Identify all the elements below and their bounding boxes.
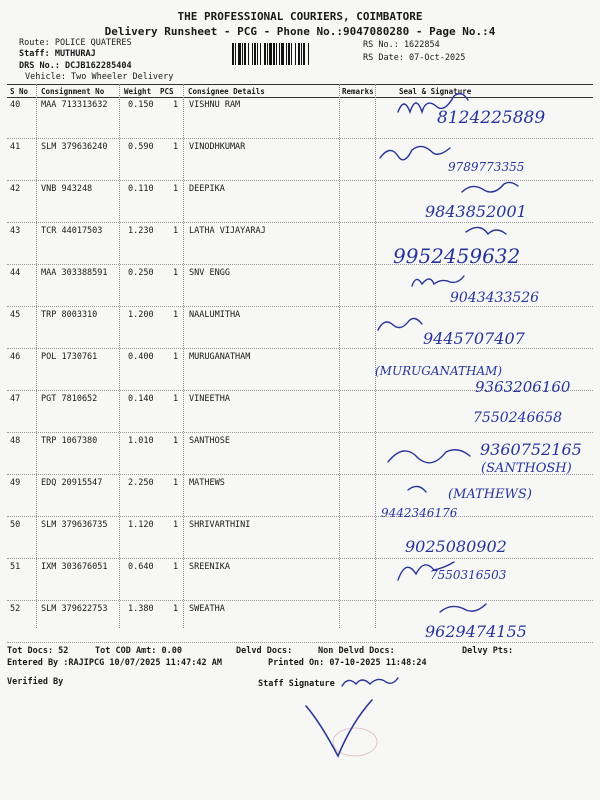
row-sno: 49 <box>10 478 21 488</box>
row-pcs: 1 <box>173 268 179 278</box>
table-row <box>7 432 593 475</box>
row-weight: 0.400 <box>128 352 154 362</box>
table-row <box>7 180 593 223</box>
handwritten-phone: 9952459632 <box>393 244 521 268</box>
table-row <box>7 96 593 139</box>
table-row <box>7 558 593 601</box>
row-pcs: 1 <box>173 142 179 152</box>
runsheet-table <box>7 84 593 628</box>
row-sno: 46 <box>10 352 21 362</box>
staff-signature-scribble <box>342 678 398 686</box>
row-pcs: 1 <box>173 352 179 362</box>
row-sno: 43 <box>10 226 21 236</box>
row-pcs: 1 <box>173 520 179 530</box>
handwritten-phone: 9843852001 <box>425 202 527 221</box>
barcode-bar <box>248 43 249 65</box>
row-pcs: 1 <box>173 604 179 614</box>
handwritten-name: (MURUGANATHAM) <box>375 364 503 378</box>
row-weight: 0.250 <box>128 268 154 278</box>
handwritten-phone: 8124225889 <box>437 108 546 128</box>
header-pcs: PCS <box>160 87 174 96</box>
drs-number: DRS No.: DCJB162285404 <box>19 61 132 71</box>
row-sno: 52 <box>10 604 21 614</box>
row-consignee: LATHA VIJAYARAJ <box>189 226 266 236</box>
header-remarks: Remarks <box>342 87 374 96</box>
handwritten-phone: 9442346176 <box>381 506 458 520</box>
route-label: Route: POLICE QUATERES <box>19 38 132 48</box>
total-cod-amount: Tot COD Amt: 0.00 <box>95 646 182 656</box>
row-pcs: 1 <box>173 394 179 404</box>
barcode <box>231 43 359 65</box>
row-consignment: TCR 44017503 <box>41 226 103 236</box>
rs-number: RS No.: 1622854 <box>363 40 440 50</box>
row-weight: 0.640 <box>128 562 154 572</box>
row-consignee: SANTHOSE <box>189 436 230 446</box>
runsheet-subtitle: Delivery Runsheet - PCG - Phone No.:9047080280 - Page No.:4 <box>104 25 496 38</box>
row-consignment: TRP 8003310 <box>41 310 98 320</box>
row-weight: 1.230 <box>128 226 154 236</box>
row-consignment: PGT 7810652 <box>41 394 98 404</box>
barcode-bar <box>252 43 253 65</box>
barcode-bar <box>264 43 266 65</box>
table-row <box>7 138 593 181</box>
row-consignee: VINEETHA <box>189 394 230 404</box>
handwritten-name: (SANTHOSH) <box>481 461 572 476</box>
row-consignment: EDQ 20915547 <box>41 478 103 488</box>
table-row <box>7 306 593 349</box>
row-consignment: IXM 303676051 <box>41 562 108 572</box>
row-pcs: 1 <box>173 436 179 446</box>
barcode-bar <box>232 43 234 65</box>
row-consignee: VISHNU RAM <box>189 100 241 110</box>
handwritten-phone: 7550246658 <box>473 410 563 426</box>
barcode-bar <box>269 43 272 65</box>
table-row <box>7 474 593 517</box>
row-weight: 0.140 <box>128 394 154 404</box>
row-consignee: MATHEWS <box>189 478 225 488</box>
barcode-bar <box>260 43 261 65</box>
row-sno: 44 <box>10 268 21 278</box>
table-row <box>7 600 593 643</box>
barcode-bar <box>301 43 302 65</box>
row-pcs: 1 <box>173 562 179 572</box>
total-docs: Tot Docs: 52 <box>7 646 69 656</box>
handwritten-phone: 9629474155 <box>425 622 527 641</box>
vehicle-label: Vehicle: Two Wheeler Delivery <box>25 72 174 82</box>
handwritten-phone: 9363206160 <box>475 378 571 396</box>
row-consignment: TRP 1067380 <box>41 436 98 446</box>
row-sno: 45 <box>10 310 21 320</box>
row-weight: 0.110 <box>128 184 154 194</box>
row-consignee: SREENIKA <box>189 562 230 572</box>
row-pcs: 1 <box>173 478 179 488</box>
row-consignment: MAA 303388591 <box>41 268 108 278</box>
barcode-bar <box>242 43 243 65</box>
staff-label: Staff: MUTHURAJ <box>19 49 96 59</box>
barcode-bar <box>308 43 309 65</box>
row-weight: 1.120 <box>128 520 154 530</box>
row-sno: 41 <box>10 142 21 152</box>
verified-by-label: Verified By <box>7 677 64 687</box>
handwritten-phone: 9025080902 <box>405 537 507 556</box>
row-weight: 0.150 <box>128 100 154 110</box>
row-sno: 47 <box>10 394 21 404</box>
row-consignment: SLM 379622753 <box>41 604 108 614</box>
barcode-bar <box>267 43 268 65</box>
table-row <box>7 390 593 433</box>
row-pcs: 1 <box>173 226 179 236</box>
rs-date: RS Date: 07-Oct-2025 <box>363 53 466 63</box>
row-pcs: 1 <box>173 184 179 194</box>
staff-signature-label: Staff Signature <box>258 679 335 689</box>
row-consignee: SNV ENGG <box>189 268 230 278</box>
barcode-bar <box>276 43 277 65</box>
entered-by: Entered By :RAJIPCG 10/07/2025 11:47:42 AM <box>7 658 222 668</box>
row-weight: 0.590 <box>128 142 154 152</box>
header-consignee: Consignee Details <box>188 87 265 96</box>
handwritten-phone: 9043433526 <box>450 290 540 306</box>
non-delivered-docs: Non Delvd Docs: <box>318 646 395 656</box>
handwritten-phone: 7550316503 <box>430 568 507 582</box>
table-row <box>7 264 593 307</box>
header-weight: Weight <box>124 87 152 96</box>
barcode-bar <box>295 43 296 65</box>
row-weight: 1.200 <box>128 310 154 320</box>
barcode-bar <box>279 43 280 65</box>
row-consignment: POL 1730761 <box>41 352 98 362</box>
barcode-bar <box>286 43 287 65</box>
header-sno: S No <box>10 87 29 96</box>
row-sno: 42 <box>10 184 21 194</box>
barcode-bar <box>273 43 275 65</box>
row-weight: 1.380 <box>128 604 154 614</box>
row-weight: 1.010 <box>128 436 154 446</box>
printed-on: Printed On: 07-10-2025 11:48:24 <box>268 658 427 668</box>
row-consignee: NAALUMITHA <box>189 310 241 320</box>
header-consignment: Consignment No <box>41 87 105 96</box>
barcode-bar <box>288 43 290 65</box>
handwritten-phone: 9445707407 <box>423 329 525 348</box>
barcode-bar <box>257 43 258 65</box>
row-sno: 40 <box>10 100 21 110</box>
row-sno: 48 <box>10 436 21 446</box>
row-consignment: SLM 379636240 <box>41 142 108 152</box>
faint-stamp <box>333 728 377 756</box>
table-row <box>7 348 593 391</box>
row-consignment: VNB 943248 <box>41 184 93 194</box>
table-row <box>7 516 593 559</box>
row-consignment: MAA 713313632 <box>41 100 108 110</box>
row-pcs: 1 <box>173 100 179 110</box>
row-consignee: MURUGANATHAM <box>189 352 251 362</box>
header-seal: Seal & Signature <box>399 87 472 96</box>
barcode-bar <box>303 43 305 65</box>
row-consignee: DEEPIKA <box>189 184 225 194</box>
barcode-bar <box>235 43 236 65</box>
row-consignee: SWEATHA <box>189 604 225 614</box>
barcode-bar <box>281 43 284 65</box>
table-row <box>7 222 593 265</box>
row-consignee: VINODHKUMAR <box>189 142 246 152</box>
barcode-bar <box>291 43 292 65</box>
row-pcs: 1 <box>173 310 179 320</box>
handwritten-phone: 9360752165 <box>480 440 582 459</box>
handwritten-phone: 9789773355 <box>448 160 525 174</box>
row-sno: 51 <box>10 562 21 572</box>
row-consignment: SLM 379636735 <box>41 520 108 530</box>
verification-tick <box>306 700 372 756</box>
barcode-bar <box>244 43 246 65</box>
delivered-docs: Delvd Docs: <box>236 646 293 656</box>
row-weight: 2.250 <box>128 478 154 488</box>
barcode-bar <box>298 43 300 65</box>
company-title: THE PROFESSIONAL COURIERS, COIMBATORE <box>177 10 423 23</box>
barcode-bar <box>254 43 256 65</box>
row-sno: 50 <box>10 520 21 530</box>
barcode-bar <box>238 43 241 65</box>
delivery-points: Delvy Pts: <box>462 646 514 656</box>
handwritten-name: (MATHEWS) <box>448 487 532 502</box>
row-consignee: SHRIVARTHINI <box>189 520 251 530</box>
